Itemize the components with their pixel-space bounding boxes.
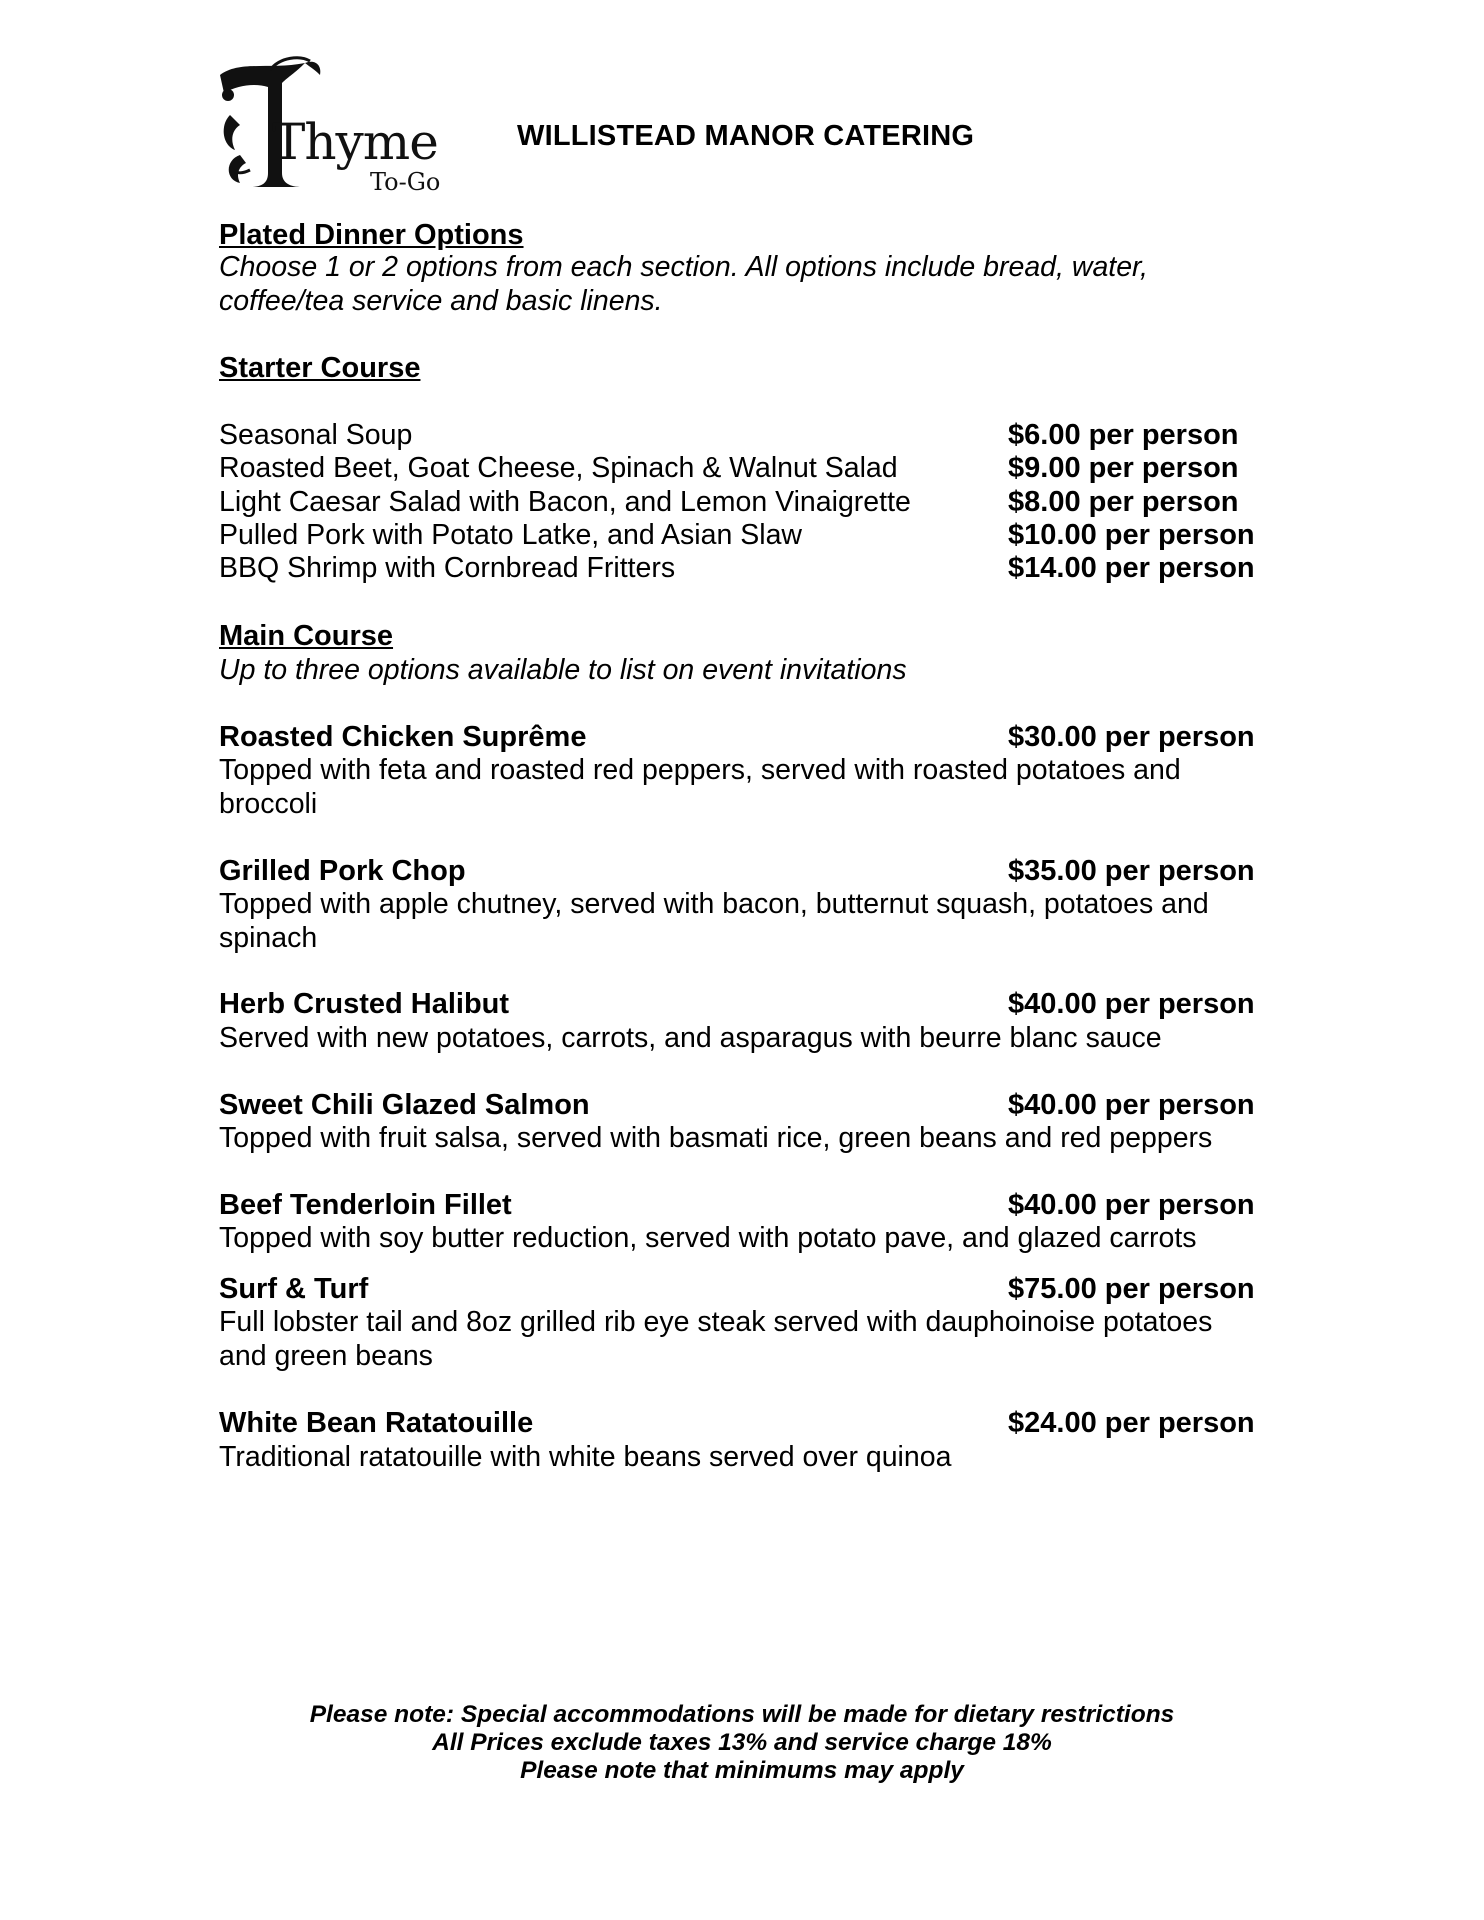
starter-item-price: $14.00 per person — [1008, 552, 1255, 584]
main-item-price: $40.00 per person — [1008, 1189, 1255, 1221]
main-course-title: Main Course — [219, 620, 394, 652]
main-item-name: Beef Tenderloin Fillet — [219, 1189, 512, 1221]
page-header-title: WILLISTEAD MANOR CATERING — [517, 120, 975, 152]
starter-item-price: $8.00 per person — [1008, 486, 1239, 518]
main-item-name: Herb Crusted Halibut — [219, 988, 510, 1020]
footer-notes — [0, 1701, 1484, 1785]
main-item-description: Traditional ratatouille with white beans served over quinoa — [219, 1441, 952, 1473]
main-item-name: Surf & Turf — [219, 1273, 369, 1305]
starter-course-title: Starter Course — [219, 352, 421, 384]
main-item-price: $35.00 per person — [1008, 855, 1255, 887]
starter-item-name: Pulled Pork with Potato Latke, and Asian Slaw — [219, 519, 803, 551]
main-item-description: Topped with fruit salsa, served with basmati rice, green beans and red peppers — [219, 1122, 1213, 1154]
main-course-subtitle: Up to three options available to list on event invitations — [219, 654, 907, 686]
starter-item-price: $10.00 per person — [1008, 519, 1255, 551]
footer-note: Please note: Special accommodations will be made for dietary restrictions — [309, 1701, 1175, 1728]
main-item-name: White Bean Ratatouille — [219, 1407, 534, 1439]
main-item-description: Topped with feta and roasted red peppers, served with roasted potatoes and broccoli — [219, 754, 1181, 820]
thyme-to-go-logo — [210, 55, 450, 205]
main-item-name: Roasted Chicken Suprême — [219, 721, 587, 753]
logo-wordmark: Thyme — [272, 113, 438, 171]
starter-item-name: Seasonal Soup — [219, 419, 413, 451]
main-item-price: $75.00 per person — [1008, 1273, 1255, 1305]
main-item-name: Sweet Chili Glazed Salmon — [219, 1089, 590, 1121]
starter-item-price: $6.00 per person — [1008, 419, 1239, 451]
starter-item-name: BBQ Shrimp with Cornbread Fritters — [219, 552, 676, 584]
main-item-description: Topped with soy butter reduction, served with potato pave, and glazed carrots — [219, 1222, 1197, 1254]
main-item-name: Grilled Pork Chop — [219, 855, 466, 887]
plated-options-intro: Choose 1 or 2 options from each section. All options include bread, water, coffee/tea service and basic linens. — [219, 251, 1148, 317]
starter-item-name: Roasted Beet, Goat Cheese, Spinach & Walnut Salad — [219, 452, 898, 484]
main-item-description: Full lobster tail and 8oz grilled rib eye steak served with dauphoinoise potatoes and green beans — [219, 1306, 1213, 1372]
main-item-description: Served with new potatoes, carrots, and asparagus with beurre blanc sauce — [219, 1022, 1162, 1054]
main-item-price: $40.00 per person — [1008, 1089, 1255, 1121]
main-item-price: $40.00 per person — [1008, 988, 1255, 1020]
footer-note: All Prices exclude taxes 13% and service charge 18% — [432, 1729, 1052, 1756]
main-item-price: $24.00 per person — [1008, 1407, 1255, 1439]
logo-subtitle: To-Go — [370, 168, 441, 196]
starter-item-price: $9.00 per person — [1008, 452, 1239, 484]
main-item-price: $30.00 per person — [1008, 721, 1255, 753]
plated-options-title: Plated Dinner Options — [219, 219, 524, 251]
footer-note: Please note that minimums may apply — [520, 1757, 964, 1784]
main-item-description: Topped with apple chutney, served with bacon, butternut squash, potatoes and spinach — [219, 888, 1209, 954]
starter-item-name: Light Caesar Salad with Bacon, and Lemon Vinaigrette — [219, 486, 911, 518]
